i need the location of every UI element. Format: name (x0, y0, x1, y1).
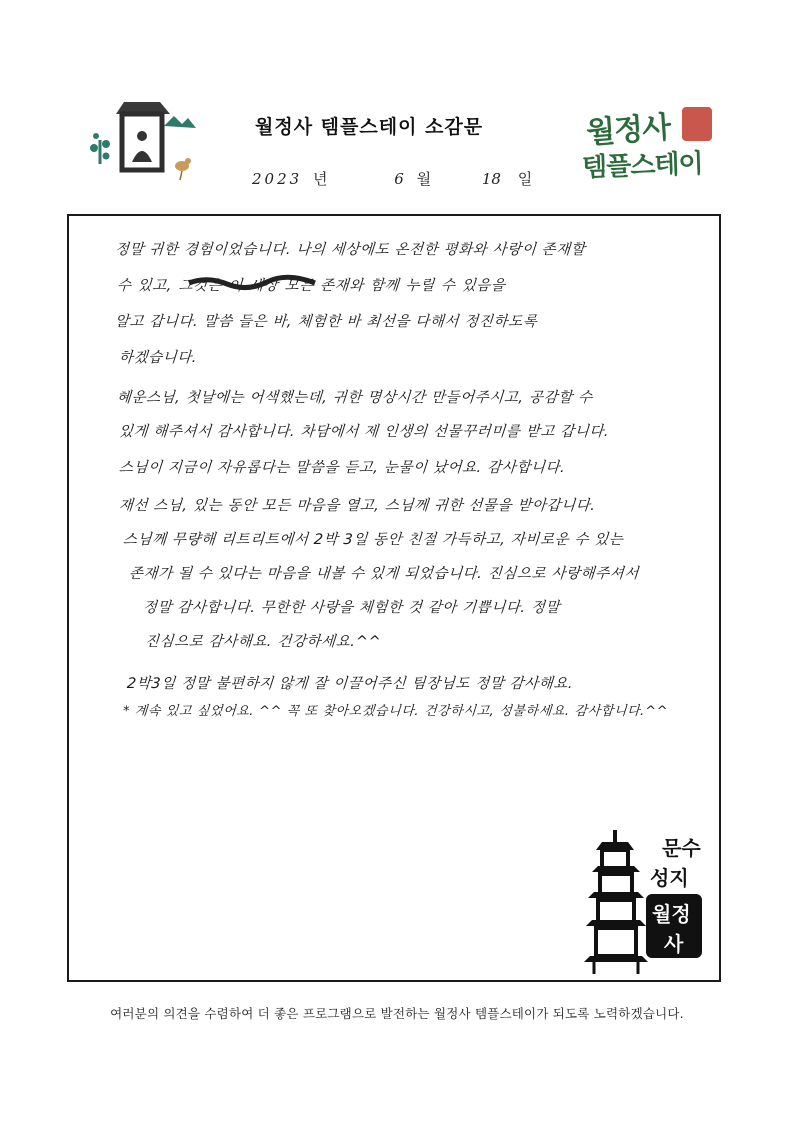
pagoda-icon (582, 828, 652, 978)
letter-line: 하겠습니다. (118, 350, 198, 366)
date-day-label: 일 (517, 170, 533, 188)
date-year: 2023 (252, 170, 303, 188)
stamp-seal-text-2: 사 (664, 932, 684, 956)
date-month: 6 (394, 170, 404, 188)
letter-line: 있게 해주셔서 감사합니다. 차담에서 제 인생의 선물꾸러미를 받고 갑니다. (118, 424, 610, 440)
letter-line: 2박3일 정말 불편하지 않게 잘 이끌어주신 팀장님도 정말 감사해요. (126, 676, 574, 692)
scribble-mark (187, 274, 317, 292)
stamp-seal-text-1: 월정 (652, 902, 691, 926)
letter-line: 진심으로 감사해요. 건강하세요.^^ (144, 634, 382, 650)
letter-line: 정말 감사합니다. 무한한 사랑을 체험한 것 같아 기쁩니다. 정말 (142, 600, 561, 616)
temple-logo-icon (86, 100, 198, 190)
letter-line: 존재가 될 수 있다는 마음을 내볼 수 있게 되었습니다. 진심으로 사랑해주셔서 (128, 566, 640, 582)
page-title: 월정사 템플스테이 소감문 (255, 116, 484, 138)
letter-line: 정말 귀한 경험이었습니다. 나의 세상에도 온전한 평화와 사랑이 존재할 (114, 242, 586, 258)
templestay-logo-line2: 템플스테이 (581, 148, 704, 184)
footer-note: 여러분의 의견을 수렴하여 더 좋은 프로그램으로 발전하는 월정사 템플스테이가 되도록 노력하겠습니다. (110, 1006, 684, 1021)
letter-line: 혜운스님, 첫날에는 어색했는데, 귀한 명상시간 만들어주시고, 공감할 수 (116, 390, 594, 406)
letter-line: 알고 갑니다. 말씀 들은 바, 체험한 바 최선을 다해서 정진하도록 (114, 314, 538, 330)
seal-icon (682, 107, 712, 141)
letter-line: * 계속 있고 싶었어요. ^^ 꼭 또 찾아오겠습니다. 건강하시고, 성불하세요. 감사합니다.^^ (122, 704, 669, 719)
pagoda-stamp (582, 828, 712, 978)
date-year-label: 년 (312, 170, 328, 188)
date-line (252, 168, 532, 189)
templestay-logo (582, 105, 722, 183)
letter-line: 스님이 지금이 자유롭다는 말씀을 듣고, 눈물이 났어요. 감사합니다. (118, 460, 566, 476)
stamp-seal (646, 894, 702, 958)
date-month-label: 월 (416, 170, 432, 188)
date-day: 18 (481, 170, 501, 188)
stamp-text-1: 문수 (662, 836, 701, 860)
letter-line: 수 있고, 그것은 이 세상 모든 존재와 함께 누릴 수 있음을 (116, 278, 507, 294)
temple-logo (86, 100, 198, 190)
letter-line: 재선 스님, 있는 동안 모든 마음을 열고, 스님께 귀한 선물을 받아갑니다. (118, 498, 597, 514)
templestay-logo-line1: 월정사 (585, 110, 672, 151)
letter-line: 스님께 무량해 리트리트에서 2박 3일 동안 친절 가득하고, 자비로운 수 있는 (122, 532, 625, 548)
stamp-text-2: 성지 (650, 866, 689, 890)
